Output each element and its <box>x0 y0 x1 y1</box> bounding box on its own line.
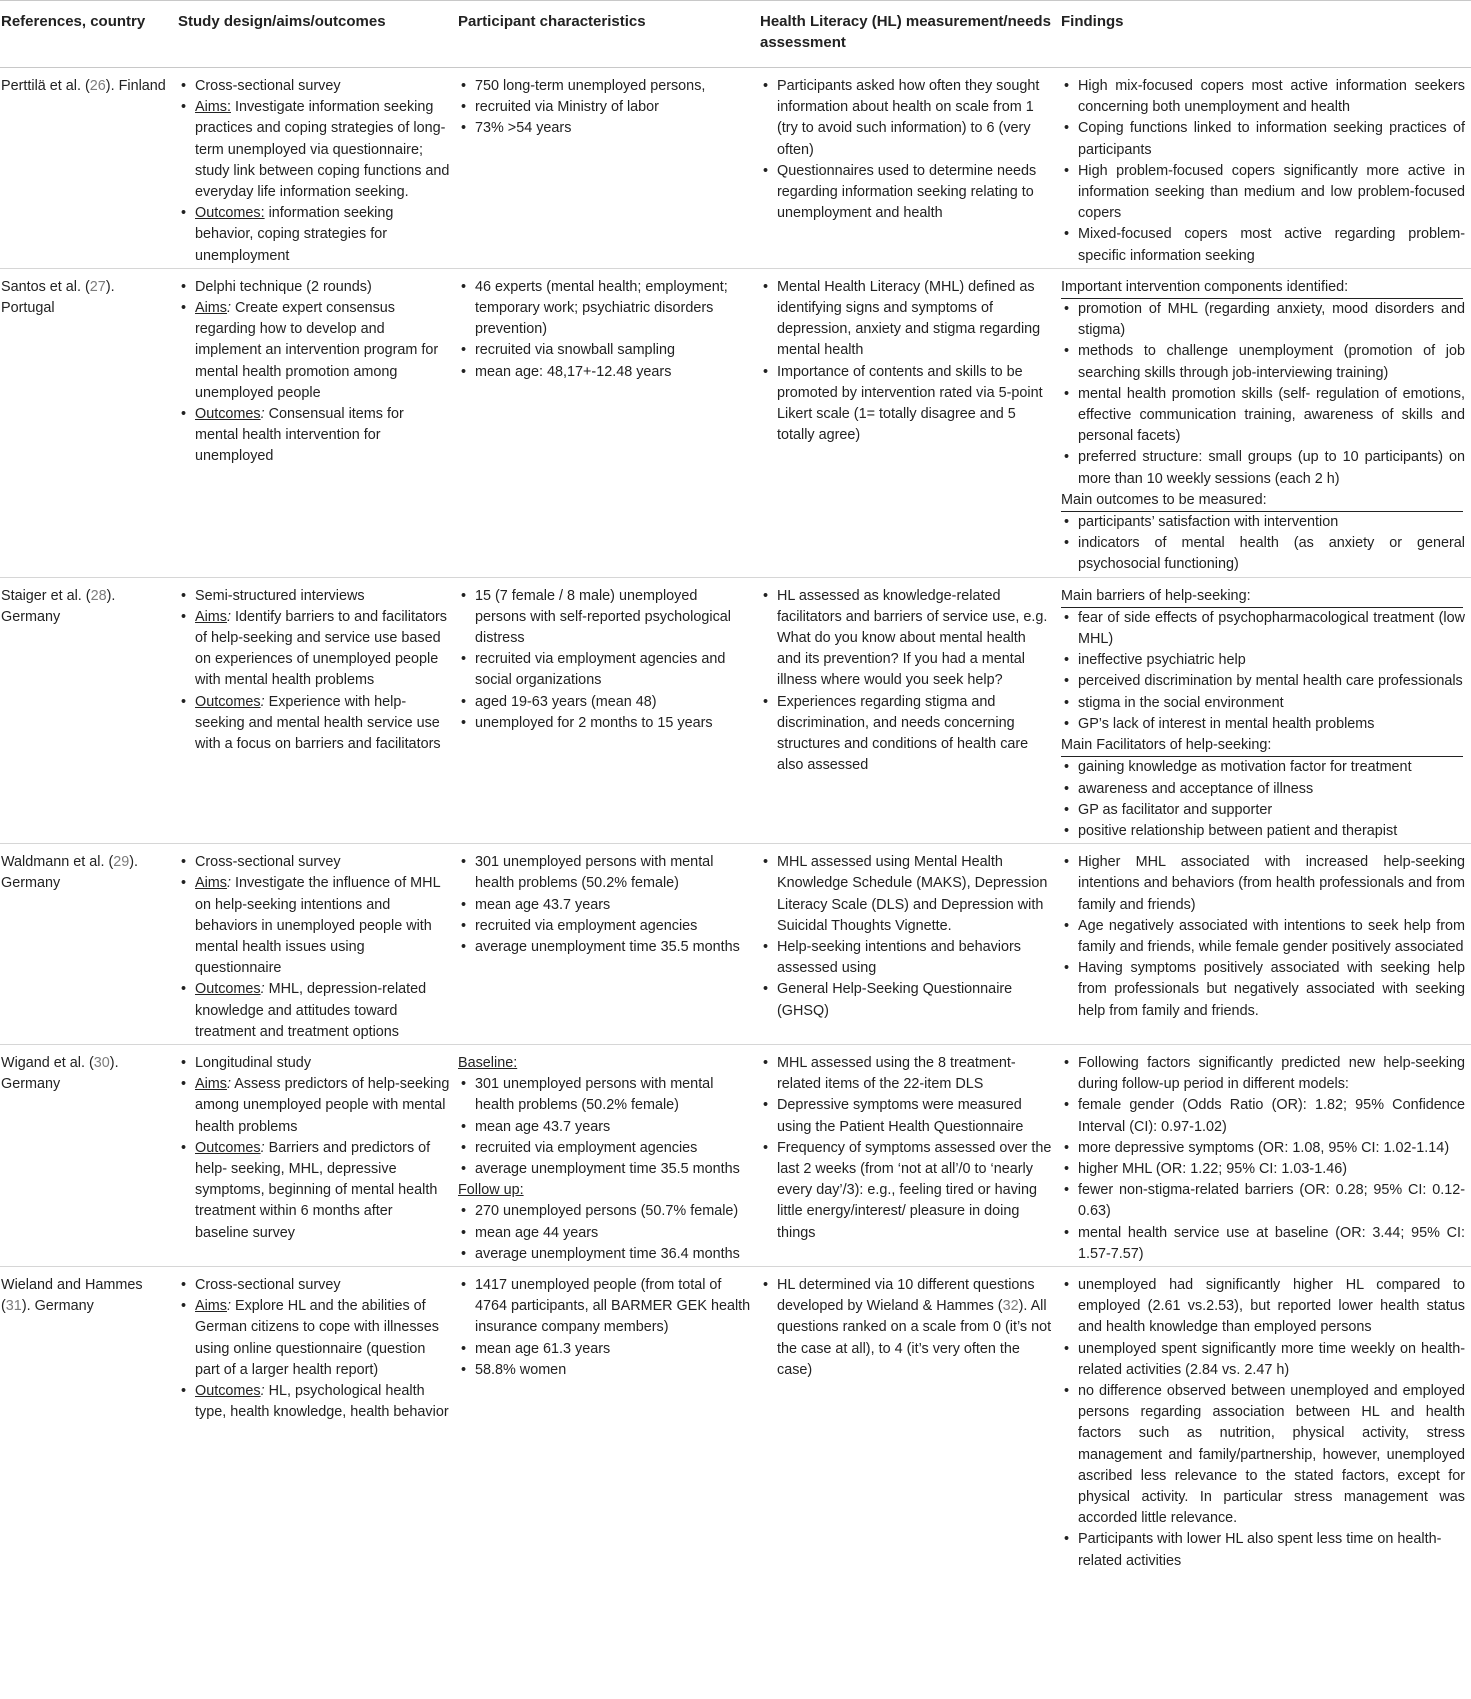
list-item <box>178 607 450 692</box>
ref-text: Staiger et al. ( <box>1 587 91 604</box>
outcomes-label: Outcomes <box>195 981 261 998</box>
hl-cell <box>758 844 1059 1045</box>
list-item: • gaining knowledge as motivation factor for treatment <box>1061 757 1465 778</box>
list-item: • perceived discrimination by mental health care professionals <box>1061 671 1465 692</box>
list-item: • Importance of contents and skills to be promoted by intervention rated via 5-point Likert scale (1= totally disagree and 5 totally agree) <box>760 362 1053 447</box>
list-item <box>178 1138 450 1244</box>
list-item: • female gender (Odds Ratio (OR): 1.82; 95% Confidence Interval (CI): 0.97-1.02) <box>1061 1095 1465 1137</box>
list-item: • HL assessed as knowledge-related facilitators and barriers of service use, e.g. What do you know about mental health and its prevention? If you had a mental illness where would you seek help? <box>760 586 1053 692</box>
list-item <box>178 1296 450 1381</box>
participants-cell <box>456 844 758 1045</box>
list-item: • mean age 43.7 years <box>458 895 752 916</box>
list-item: • Experiences regarding stigma and discrimination, and needs concerning structures and conditions of health care also assessed <box>760 692 1053 777</box>
list-item: • MHL assessed using Mental Health Knowledge Schedule (MAKS), Depression Literacy Scale (DLS) and Depression with Suicidal Thoughts Vignette. <box>760 852 1053 937</box>
list-item: • Semi-structured interviews <box>178 586 450 607</box>
list-item: • Higher MHL associated with increased help-seeking intentions and behaviors (from health professionals and from family and friends) <box>1061 852 1465 916</box>
list-item: • recruited via employment agencies <box>458 916 752 937</box>
list-item: • fewer non-stigma-related barriers (OR: 0.28; 95% CI: 0.12- 0.63) <box>1061 1180 1465 1222</box>
list-item <box>760 1275 1053 1381</box>
list-item: • fear of side effects of psychopharmacological treatment (low MHL) <box>1061 608 1465 650</box>
outcomes-colon: : <box>260 693 265 710</box>
citation-link[interactable]: 30 <box>93 1054 110 1071</box>
list-item: • Mental Health Literacy (MHL) defined as identifying signs and symptoms of depression, anxiety and stigma regarding mental health <box>760 277 1053 362</box>
ref-text: ). Germany <box>1 587 116 625</box>
list-item: • Frequency of symptoms assessed over the last 2 weeks (from ‘not at all’/0 to ‘nearly every day’/3): e.g., feeling tired or having little energy/interest/ pleasure in doing things <box>760 1138 1053 1244</box>
list-item: • 1417 unemployed people (from total of 4764 participants, all BARMER GEK health insurance company members) <box>458 1275 752 1339</box>
list-item <box>178 298 450 404</box>
list-item: • preferred structure: small groups (up to 10 participants) on more than 10 weekly sessions (each 2 h) <box>1061 447 1465 489</box>
findings-subheading: Important intervention components identified: <box>1061 277 1463 299</box>
table-row <box>0 844 1471 1045</box>
list-item: • more depressive symptoms (OR: 1.08, 95% CI: 1.02-1.14) <box>1061 1138 1465 1159</box>
findings-subheading: Main Facilitators of help-seeking: <box>1061 735 1463 757</box>
list-item <box>178 404 450 468</box>
reference-cell <box>0 1266 176 1572</box>
table-row <box>0 577 1471 843</box>
list-item: • ineffective psychiatric help <box>1061 650 1465 671</box>
aims-colon: : <box>226 300 231 317</box>
list-item: • positive relationship between patient and therapist <box>1061 821 1465 842</box>
table-row <box>0 68 1471 269</box>
list-item: • Cross-sectional survey <box>178 76 450 97</box>
list-item: • stigma in the social environment <box>1061 693 1465 714</box>
outcomes-text: HL, psychological health type, health knowledge, health behavior <box>195 1382 449 1421</box>
list-item: • GP’s lack of interest in mental health problems <box>1061 714 1465 735</box>
list-item: • participants’ satisfaction with intervention <box>1061 512 1465 533</box>
list-item: • average unemployment time 36.4 months <box>458 1244 752 1265</box>
list-item: • mean age 43.7 years <box>458 1117 752 1138</box>
list-item: • High mix-focused copers most active information seekers concerning both unemployment and health <box>1061 76 1465 118</box>
list-item: • Following factors significantly predicted new help-seeking during follow-up period in different models: <box>1061 1053 1465 1095</box>
findings-subheading: Main barriers of help-seeking: <box>1061 586 1463 608</box>
list-item: • 15 (7 female / 8 male) unemployed persons with self-reported psychological distress <box>458 586 752 650</box>
outcomes-label: Outcomes <box>195 406 261 423</box>
list-item: • recruited via employment agencies <box>458 1138 752 1159</box>
hl-cell <box>758 68 1059 269</box>
list-item: • Mixed-focused copers most active regarding problem-specific information seeking <box>1061 224 1465 266</box>
list-item: • no difference observed between unemployed and employed persons regarding association between HL and health factors such as nutrition, physical activity, stress management and family/partnership, however, unemployed ascribed less relevance to the stated factors, except for physical activity. In particular stress management was accorded little relevance. <box>1061 1381 1465 1529</box>
outcomes-text: information seeking behavior, coping strategies for unemployment <box>195 205 394 264</box>
outcomes-text: Consensual items for mental health intervention for unemployed <box>195 406 404 465</box>
aims-label: Aims <box>195 300 227 317</box>
list-item: • Longitudinal study <box>178 1053 450 1074</box>
design-cell <box>176 1044 456 1266</box>
ref-text: ). Germany <box>21 1298 94 1315</box>
design-cell <box>176 844 456 1045</box>
outcomes-colon: : <box>260 1139 265 1156</box>
list-item: • recruited via snowball sampling <box>458 340 752 361</box>
header-findings: Findings <box>1059 1 1471 68</box>
aims-label: Aims <box>195 875 227 892</box>
list-item: • Questionnaires used to determine needs regarding information seeking relating to unemployment and health <box>760 161 1053 225</box>
outcomes-colon: : <box>260 406 265 423</box>
list-item: • Delphi technique (2 rounds) <box>178 277 450 298</box>
table-row <box>0 1266 1471 1572</box>
reference-cell <box>0 1044 176 1266</box>
hl-cell <box>758 577 1059 843</box>
outcomes-label: Outcomes <box>195 1139 261 1156</box>
header-references: References, country <box>0 1 176 68</box>
list-item: • Participants asked how often they sought information about health on scale from 1 (try to avoid such information) to 6 (very often) <box>760 76 1053 161</box>
list-item: • Depressive symptoms were measured using the Patient Health Questionnaire <box>760 1095 1053 1137</box>
ref-text: Wieland and Hammes ( <box>1 1276 143 1315</box>
reference-cell <box>0 577 176 843</box>
design-cell <box>176 268 456 577</box>
ref-text: Santos et al. ( <box>1 278 90 295</box>
reference-cell <box>0 68 176 269</box>
aims-colon: : <box>226 875 231 892</box>
findings-subheading: Main outcomes to be measured: <box>1061 490 1463 512</box>
list-item: • unemployed spent significantly more time weekly on health-related activities (2.84 vs. 2.47 h) <box>1061 1339 1465 1381</box>
findings-cell <box>1059 844 1471 1045</box>
list-item: • Cross-sectional survey <box>178 852 450 873</box>
list-item: • Having symptoms positively associated with seeking help from professionals but negatively associated with seeking help from family and friends. <box>1061 958 1465 1022</box>
table-row <box>0 1044 1471 1266</box>
findings-cell <box>1059 1044 1471 1266</box>
outcomes-label: Outcomes: <box>195 205 265 222</box>
list-item: • mental health service use at baseline (OR: 3.44; 95% CI: 1.57-7.57) <box>1061 1223 1465 1265</box>
citation-link[interactable]: 32 <box>1002 1298 1019 1315</box>
hl-text: HL determined via 10 different questions developed by Wieland & Hammes ( <box>777 1276 1035 1315</box>
hl-cell <box>758 268 1059 577</box>
table-header-row <box>0 1 1471 68</box>
design-cell <box>176 1266 456 1572</box>
aims-text: Create expert consensus regarding how to develop and implement an intervention program for mental health promotion among unemployed people <box>195 300 439 401</box>
list-item: • 270 unemployed persons (50.7% female) <box>458 1201 752 1222</box>
list-item: • aged 19-63 years (mean 48) <box>458 692 752 713</box>
outcomes-text: Experience with help-seeking and mental health service use with a focus on barriers and facilitators <box>195 693 441 753</box>
header-participants: Participant characteristics <box>456 1 758 68</box>
findings-cell <box>1059 577 1471 843</box>
hl-cell <box>758 1266 1059 1572</box>
list-item: • recruited via Ministry of labor <box>458 97 752 118</box>
ref-text: ). Portugal <box>1 278 115 317</box>
list-item: • mean age 44 years <box>458 1223 752 1244</box>
list-item: • Cross-sectional survey <box>178 1275 450 1296</box>
aims-label: Aims <box>195 1298 227 1315</box>
list-item: • GP as facilitator and supporter <box>1061 800 1465 821</box>
list-item <box>178 979 450 1043</box>
aims-label: Aims <box>195 1076 227 1093</box>
list-item: • MHL assessed using the 8 treatment- related items of the 22-item DLS <box>760 1053 1053 1095</box>
list-item <box>178 1074 450 1138</box>
list-item: • average unemployment time 35.5 months <box>458 937 752 958</box>
list-item: • higher MHL (OR: 1.22; 95% CI: 1.03-1.46) <box>1061 1159 1465 1180</box>
table-row <box>0 268 1471 577</box>
list-item: • awareness and acceptance of illness <box>1061 779 1465 800</box>
list-item: • methods to challenge unemployment (promotion of job searching skills through job-interviewing training) <box>1061 341 1465 383</box>
participants-subheading: Follow up: <box>458 1182 524 1199</box>
aims-label: Aims: <box>195 99 231 116</box>
list-item <box>178 1381 450 1423</box>
aims-text: Assess predictors of help-seeking among unemployed people with mental health problems <box>195 1076 450 1135</box>
hl-text: ). All questions ranked on a scale from 0 (it’s not the case at all), to 4 (it’s very often the case) <box>777 1298 1052 1378</box>
list-item <box>178 692 450 756</box>
hl-cell <box>758 1044 1059 1266</box>
list-item: • mean age 61.3 years <box>458 1339 752 1360</box>
aims-colon: : <box>226 1298 231 1315</box>
outcomes-colon: : <box>260 981 265 998</box>
list-item: • unemployed had significantly higher HL compared to employed (2.61 vs.2.53), but reported lower health status and health knowledge than employed persons <box>1061 1275 1465 1339</box>
aims-colon: : <box>226 608 231 625</box>
ref-text: ). Finland <box>105 78 166 94</box>
findings-cell <box>1059 68 1471 269</box>
citation-link[interactable]: 26 <box>89 78 106 94</box>
list-item: • average unemployment time 35.5 months <box>458 1159 752 1180</box>
ref-text: Waldmann et al. ( <box>1 854 114 871</box>
participants-cell <box>456 68 758 269</box>
aims-text: Investigate information seeking practices and coping strategies of long-term unemployed via questionnaire; study link between coping functions and everyday life information seeking. <box>195 99 450 201</box>
reference-cell <box>0 268 176 577</box>
list-item: • 750 long-term unemployed persons, <box>458 76 752 97</box>
list-item: • unemployed for 2 months to 15 years <box>458 713 752 734</box>
outcomes-colon: : <box>260 1382 265 1399</box>
list-item: • Participants with lower HL also spent less time on health-related activities <box>1061 1529 1465 1571</box>
ref-text: Wigand et al. ( <box>1 1054 94 1071</box>
ref-text: ). Germany <box>1 1054 119 1093</box>
aims-text: Explore HL and the abilities of German citizens to cope with illnesses using online questionnaire (question part of a larger health report) <box>195 1298 439 1378</box>
list-item: • 73% >54 years <box>458 118 752 139</box>
aims-label: Aims <box>195 608 227 625</box>
list-item: • indicators of mental health (as anxiety or general psychosocial functioning) <box>1061 533 1465 575</box>
list-item: • 301 unemployed persons with mental health problems (50.2% female) <box>458 852 752 894</box>
reference-cell <box>0 844 176 1045</box>
list-item <box>178 873 450 979</box>
aims-text: Investigate the influence of MHL on help-seeking intentions and behaviors in unemployed people with mental health issues using questionnaire <box>195 875 441 977</box>
list-item: • Help-seeking intentions and behaviors assessed using <box>760 937 1053 979</box>
header-hl: Health Literacy (HL) measurement/needs assessment <box>758 1 1059 68</box>
outcomes-text: MHL, depression-related knowledge and attitudes toward treatment and treatment options <box>195 981 427 1040</box>
design-cell <box>176 577 456 843</box>
ref-text: ). Germany <box>1 854 139 892</box>
participants-cell <box>456 1044 758 1266</box>
participants-cell <box>456 268 758 577</box>
list-item: • recruited via employment agencies and social organizations <box>458 649 752 691</box>
list-item <box>178 97 450 203</box>
findings-cell <box>1059 1266 1471 1572</box>
list-item: • Coping functions linked to information seeking practices of participants <box>1061 118 1465 160</box>
list-item: • 301 unemployed persons with mental health problems (50.2% female) <box>458 1074 752 1116</box>
list-item: • General Help-Seeking Questionnaire (GHSQ) <box>760 979 1053 1021</box>
citation-link[interactable]: 29 <box>113 854 130 871</box>
outcomes-label: Outcomes <box>195 693 261 710</box>
citation-link[interactable]: 28 <box>90 587 107 604</box>
list-item: • High problem-focused copers significantly more active in information seeking than medium and low problem-focused copers <box>1061 161 1465 225</box>
list-item: • 46 experts (mental health; employment; temporary work; psychiatric disorders prevention) <box>458 277 752 341</box>
outcomes-text: Barriers and predictors of help- seeking, MHL, depressive symptoms, beginning of mental health treatment within 6 months after baseline survey <box>195 1139 438 1241</box>
aims-colon: : <box>226 1076 231 1093</box>
header-design: Study design/aims/outcomes <box>176 1 456 68</box>
ref-text: Perttilä et al. ( <box>1 78 90 94</box>
aims-text: Identify barriers to and facilitators of help-seeking and service use based on experiences of unemployed people with mental health problems <box>195 608 447 689</box>
participants-cell <box>456 577 758 843</box>
citation-link[interactable]: 27 <box>89 278 106 295</box>
list-item: • mean age: 48,17+-12.48 years <box>458 362 752 383</box>
design-cell <box>176 68 456 269</box>
outcomes-label: Outcomes <box>195 1382 261 1399</box>
list-item: • promotion of MHL (regarding anxiety, mood disorders and stigma) <box>1061 299 1465 341</box>
list-item: • mental health promotion skills (self- regulation of emotions, effective communication training, awareness of skills and personal facets) <box>1061 384 1465 448</box>
participants-subheading: Baseline: <box>458 1054 518 1071</box>
list-item <box>178 203 450 267</box>
citation-link[interactable]: 31 <box>5 1298 22 1315</box>
findings-cell <box>1059 268 1471 577</box>
list-item: • 58.8% women <box>458 1360 752 1381</box>
participants-cell <box>456 1266 758 1572</box>
list-item: • Age negatively associated with intentions to seek help from family and friends, while female gender positively associated <box>1061 916 1465 958</box>
